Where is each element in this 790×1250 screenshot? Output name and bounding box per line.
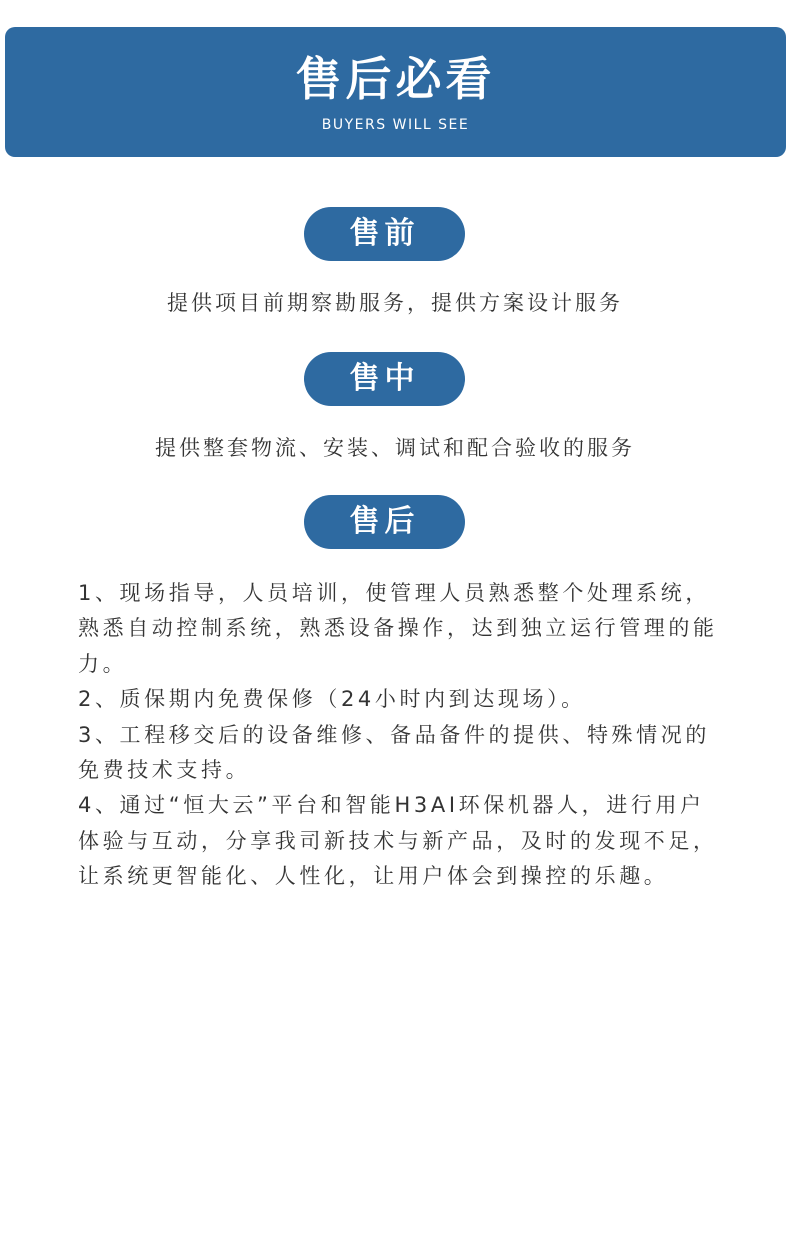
after-sale-item-2: 2、质保期内免费保修（24小时内到达现场）。 [78, 687, 586, 712]
after-sale-item-4: 4、通过“恒大云”平台和智能H3AI环保机器人，进行用户体验与互动，分享我司新技术与新产品，及时的发现不足，让系统更智能化、人性化，让用户体会到操控的乐趣。 [78, 793, 718, 889]
pre-sale-badge: 售前 [304, 207, 465, 261]
page-subtitle: BUYERS WILL SEE [321, 117, 470, 133]
pre-sale-text: 提供项目前期察勘服务，提供方案设计服务 [167, 291, 623, 315]
after-sale-item-3: 3、工程移交后的设备维修、备品备件的提供、特殊情况的免费技术支持。 [78, 722, 710, 783]
mid-sale-badge: 售中 [304, 352, 465, 406]
page-title: 售后必看 [295, 52, 496, 106]
after-sale-badge: 售后 [304, 495, 465, 549]
mid-sale-text: 提供整套物流、安装、调试和配合验收的服务 [155, 436, 635, 460]
after-sale-list [78, 576, 718, 895]
header-banner [5, 27, 786, 157]
after-sale-item-1: 1、现场指导，人员培训，使管理人员熟悉整个处理系统，熟悉自动控制系统，熟悉设备操作，达到独立运行管理的能力。 [78, 581, 718, 676]
